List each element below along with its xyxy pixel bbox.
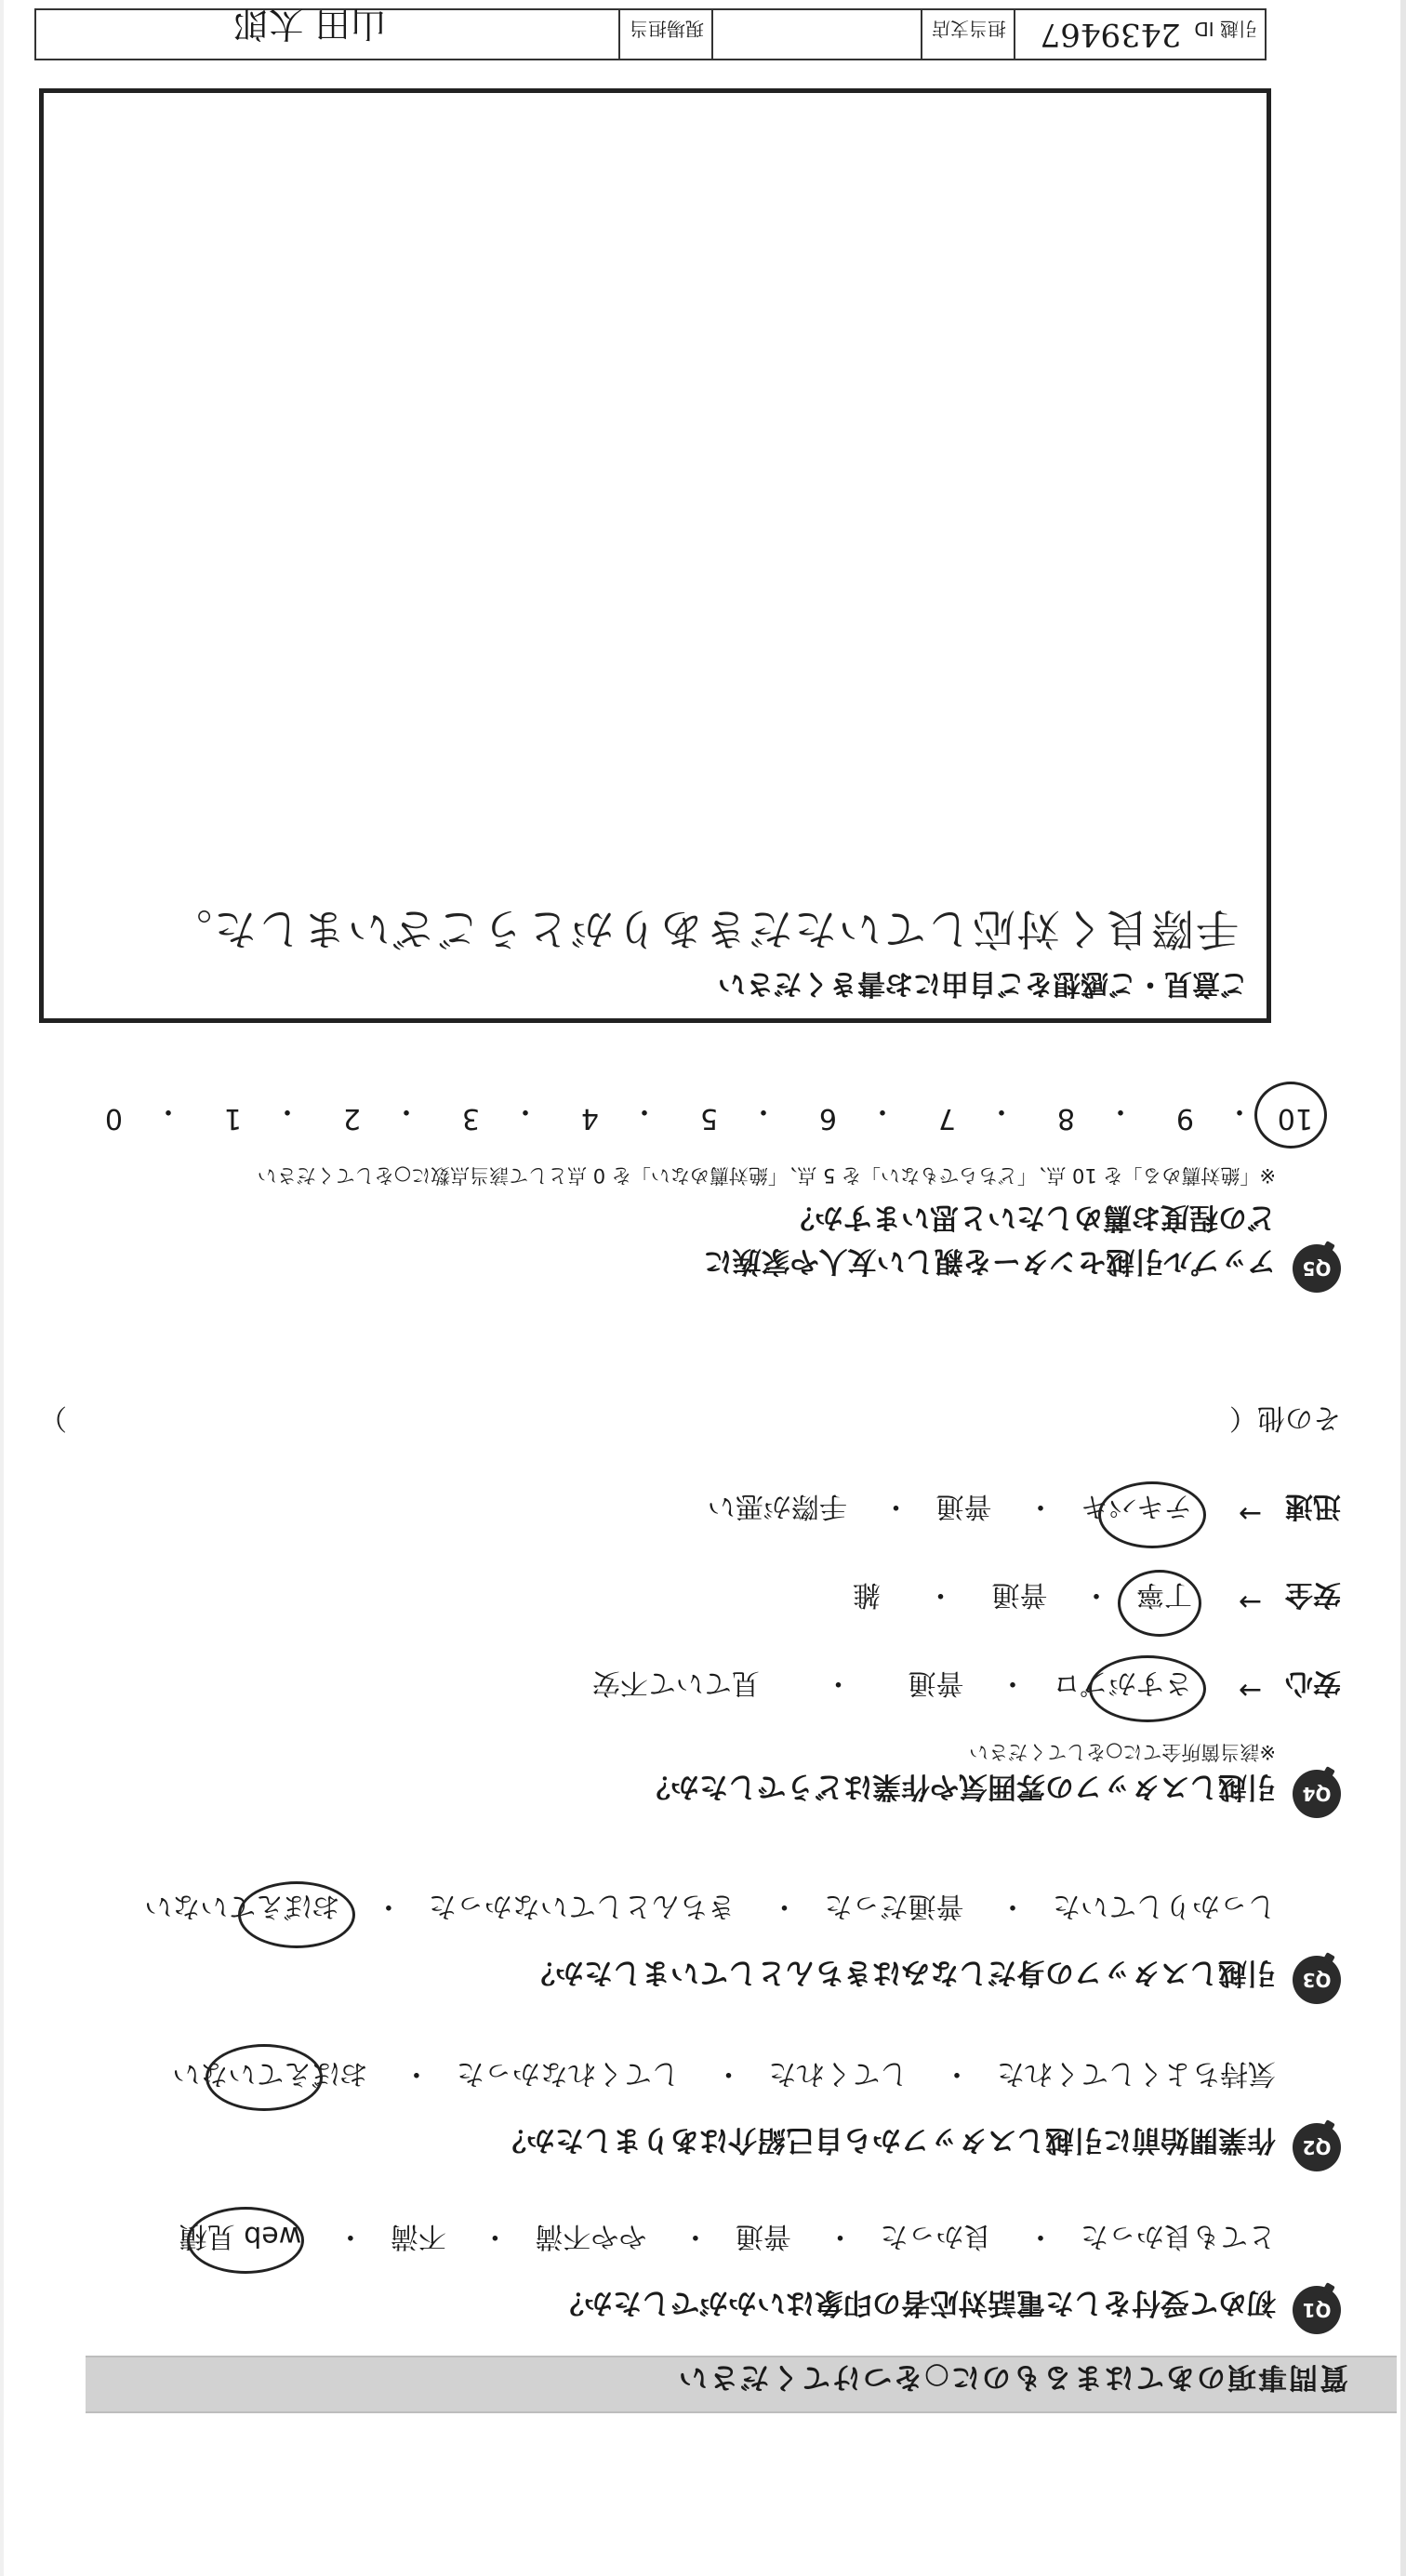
office-table	[34, 4, 1267, 60]
q1-option-dissatisfied[interactable]: 不満	[390, 2220, 446, 2252]
q5-score-5[interactable]: 5	[699, 1102, 718, 1135]
office-branch-value-cell	[711, 10, 921, 59]
instruction-band	[86, 2356, 1397, 2413]
q3-option-normal[interactable]: 普通だった	[824, 1890, 964, 1922]
q4-row1-option-pro[interactable]: さすがプロ	[1053, 1666, 1192, 1699]
q4-row3-option-efficient[interactable]: テキパキ	[1081, 1490, 1192, 1522]
q3-question: 引越しスタッフの身だしなみはきちんとしていましたか？	[526, 1956, 1276, 1989]
q4-row2-option-normal[interactable]: 普通	[991, 1578, 1048, 1611]
q3-option-dont-remember[interactable]: おぼえていない	[144, 1890, 340, 1922]
q4-badge: Q4	[1293, 1770, 1341, 1818]
q5-badge: Q5	[1293, 1244, 1341, 1293]
q5-score-0[interactable]: 0	[104, 1102, 123, 1135]
office-leader-label: 現場担当	[630, 18, 704, 40]
q4-row2-option-careful[interactable]: 丁寧	[1136, 1578, 1192, 1611]
q1-option-web[interactable]: web 見積	[179, 2220, 302, 2252]
q4-row3-options: テキパキ・ 普通・ 手際が悪い	[708, 1489, 1192, 1530]
q5-question-line2: どの程度お薦めしたいと思いますか？	[786, 1201, 1276, 1234]
q4-row3-option-clumsy[interactable]: 手際が悪い	[707, 1490, 847, 1522]
instruction-text: 質問事項のあてはまるものに○をつけてください	[676, 2360, 1348, 2394]
q3-options: しっかりしていた・ 普通だった・ きちんとしていなかった・ おぼえていない	[144, 1889, 1276, 1930]
q1-option-very-good[interactable]: とても良かった	[1081, 2220, 1276, 2252]
q4-row2-arrow: →	[1238, 1586, 1262, 1618]
q4-row3-option-normal[interactable]: 普通	[935, 1490, 992, 1522]
q1-badge: Q1	[1293, 2286, 1341, 2334]
q1-question: 初めて受付をした電話対応者の印象はいかがでしたか？	[555, 2286, 1276, 2319]
q3-option-neat[interactable]: しっかりしていた	[1053, 1890, 1276, 1922]
q4-row1-option-normal[interactable]: 普通	[908, 1666, 964, 1699]
office-branch-label-cell	[921, 10, 1014, 59]
q3-option-not-neat[interactable]: きちんとしていなかった	[428, 1890, 736, 1922]
q4-other-close: ）	[39, 1401, 67, 1434]
q1-option-good[interactable]: 良かった	[880, 2220, 992, 2252]
q1-option-somewhat-dissatisfied[interactable]: やや不満	[535, 2220, 647, 2252]
q4-row1-label: 安心	[1285, 1666, 1341, 1699]
office-branch-label: 担当支店	[932, 18, 1006, 40]
q2-option-dont-remember[interactable]: おぼえていない	[172, 2057, 368, 2090]
q2-question: 作業開始前に引越しスタッフから自己紹介はありましたか？	[497, 2123, 1276, 2157]
office-id-label: 引越 ID	[1194, 18, 1257, 40]
q2-option-pleasant[interactable]: 気持ちよくしてくれた	[997, 2057, 1276, 2090]
office-leader-value-cell	[36, 4, 618, 59]
q5-score-row: 10 ・ 9 ・ 8 ・ 7 ・ 6 ・ 5 ・ 4 ・ 3 ・ 2 ・ 1 ・ 0	[104, 1095, 1313, 1135]
q1-options: とても良かった・ 良かった・ 普通・ やや不満・ 不満・ web 見積	[179, 2219, 1276, 2260]
q4-question: 引越しスタッフの雰囲気や作業はどうでしたか？	[642, 1770, 1276, 1803]
q2-options: 気持ちよくしてくれた・ してくれた・ してくれなかった・ おぼえていない	[172, 2056, 1276, 2097]
q5-score-2[interactable]: 2	[342, 1102, 361, 1135]
q4-row1-option-uneasy[interactable]: 見ていて不安	[591, 1666, 760, 1699]
q4-other-field[interactable]	[86, 1404, 1220, 1441]
q4-row3-arrow: →	[1238, 1497, 1262, 1530]
q2-badge: Q2	[1293, 2123, 1341, 2171]
comment-box[interactable]	[39, 88, 1271, 1023]
office-leader-label-cell	[618, 10, 711, 59]
office-id-cell	[1014, 10, 1265, 59]
q4-row2-option-rough[interactable]: 雑	[852, 1578, 881, 1611]
q5-score-10[interactable]: 10	[1277, 1102, 1313, 1135]
q1-option-normal[interactable]: 普通	[735, 2220, 791, 2252]
q5-score-1[interactable]: 1	[223, 1102, 242, 1135]
q3-badge: Q3	[1293, 1956, 1341, 2004]
q5-score-9[interactable]: 9	[1175, 1102, 1194, 1135]
q5-score-4[interactable]: 4	[580, 1102, 599, 1135]
q4-row2-label: 安全	[1285, 1578, 1341, 1611]
q4-row1-options: さすがプロ・ 普通・ 見ていて不安	[592, 1666, 1192, 1706]
q4-row3-label: 迅速	[1285, 1490, 1341, 1522]
q2-option-did[interactable]: してくれた	[768, 2057, 909, 2090]
q2-option-did-not[interactable]: してくれなかった	[456, 2057, 680, 2090]
comment-title: ご意見・ご感想をご自由にお書きください	[718, 967, 1248, 1000]
q5-score-8[interactable]: 8	[1056, 1102, 1075, 1135]
office-staff-value: 山田 太郎	[232, 4, 386, 45]
q4-row2-options: 丁寧・ 普通・ 雑	[853, 1577, 1192, 1618]
q5-score-6[interactable]: 6	[818, 1102, 837, 1135]
q4-other-label: その他（	[1229, 1401, 1341, 1434]
q4-row1-arrow: →	[1238, 1674, 1262, 1706]
comment-handwritten-text: 手際良く対応していただきありがとうございました。	[167, 904, 1239, 954]
office-id-value: 2439467	[1040, 16, 1181, 53]
q5-question-line1: アップル引越センターを親しい友人や家族に	[703, 1244, 1276, 1278]
q5-score-3[interactable]: 3	[461, 1102, 480, 1135]
q5-score-7[interactable]: 7	[937, 1102, 956, 1135]
q4-note: ※該当箇所全てに○をしてください	[969, 1741, 1276, 1763]
q5-note: ※「絶対薦める」を 10 点、「どちらでもない」を 5 点、「絶対薦めない」を 0 点として該当点数に○をしてください	[257, 1164, 1276, 1187]
